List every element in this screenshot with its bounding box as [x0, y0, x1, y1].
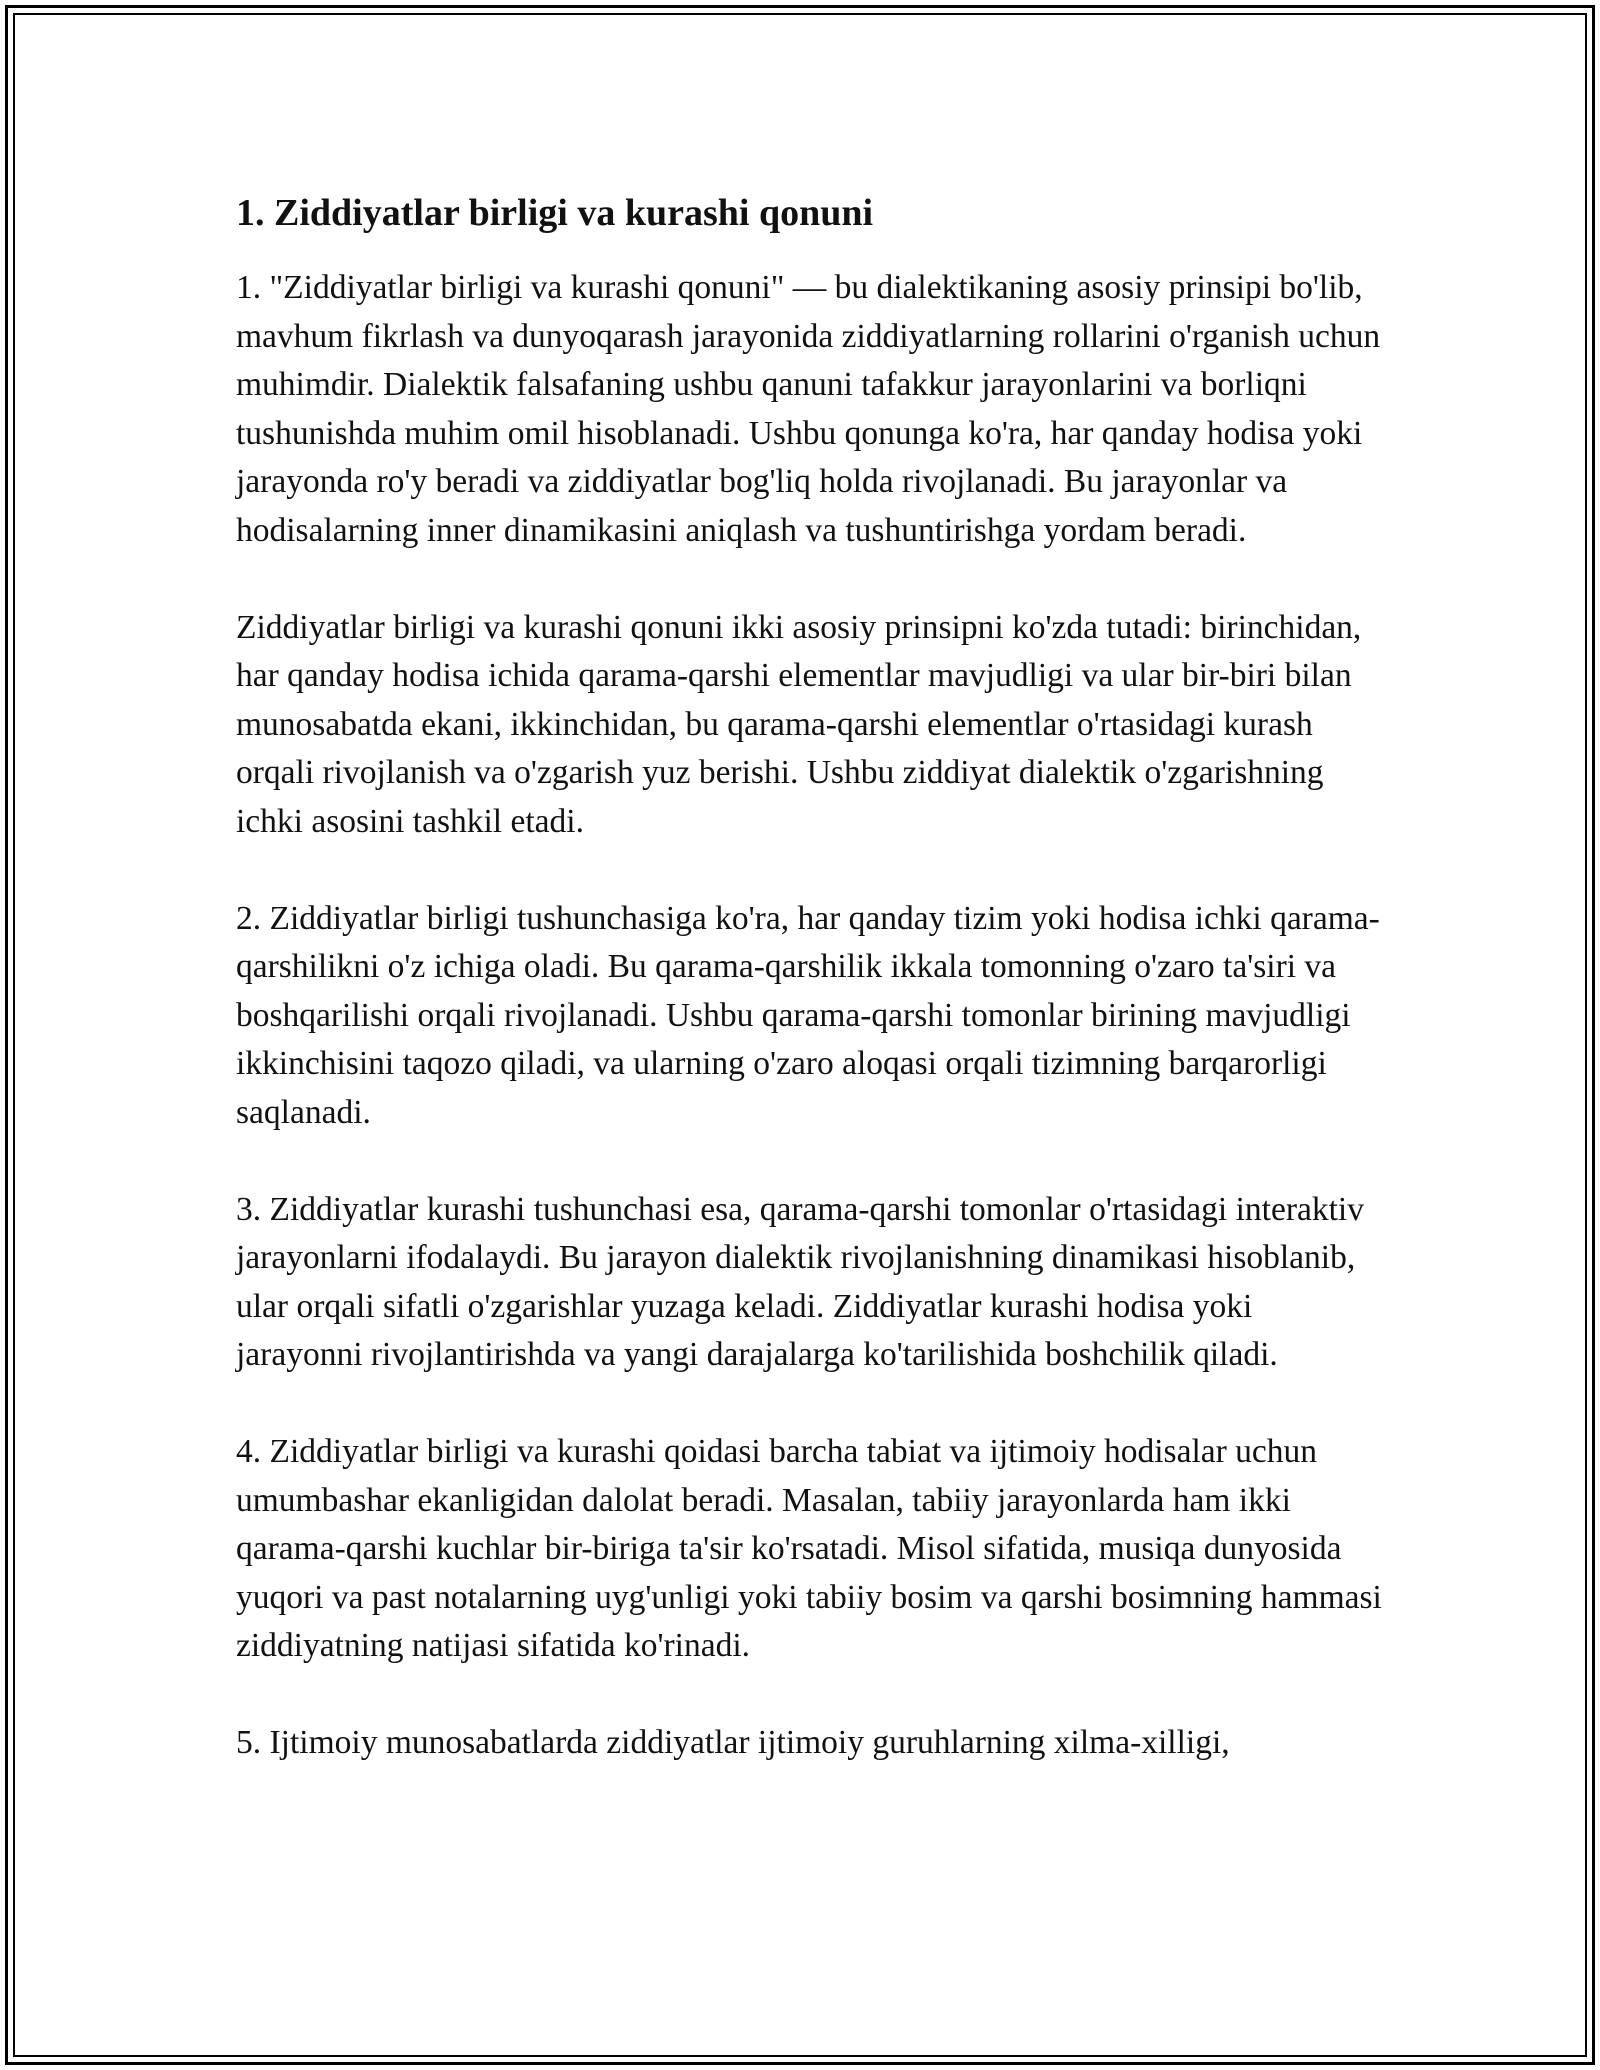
paragraph-1: 1. "Ziddiyatlar birligi va kurashi qonuni" — bu dialektikaning asosiy prinsipi bo'lib, mavhum fikrlash va dunyoqarash jarayonida ziddiyatlarning rollarini o'rganish uchun muhimdir. Dialektik falsafaning ushbu qanuni tafakkur jarayonlarini va borliqni tushunishda muhim omil hisoblanadi. Ushbu qonunga ko'ra, har qanday hodisa yoki jarayonda ro'y beradi va ziddiyatlar bog'liq holda rivojlanadi. Bu jarayonlar va hodisalarning inner dinamikasini aniqlash va tushuntirishga yordam beradi.: [236, 269, 1381, 549]
paragraph-3: 2. Ziddiyatlar birligi tushunchasiga ko'ra, har qanday tizim yoki hodisa ichki qarama-qarshilikni o'z ichiga oladi. Bu qarama-qarshilik ikkala tomonning o'zaro ta'siri va boshqarilishi orqali rivojlanadi. Ushbu qarama-qarshi tomonlar birining mavjudligi ikkinchisini taqozo qiladi, va ularning o'zaro aloqasi orqali tizimning barqarorligi saqlanadi.: [236, 899, 1380, 1131]
paragraph-6: 5. Ijtimoiy munosabatlarda ziddiyatlar ijtimoiy guruhlarning xilma-xilligi,: [236, 1724, 1230, 1761]
document-title: 1. Ziddiyatlar birligi va kurashi qonuni: [236, 192, 874, 234]
paragraph-5: 4. Ziddiyatlar birligi va kurashi qoidasi barcha tabiat va ijtimoiy hodisalar uchun umumbashar ekanligidan dalolat beradi. Masalan, tabiiy jarayonlarda ham ikki qarama-qarshi kuchlar bir-biriga ta'sir ko'rsatadi. Misol sifatida, musiqa dunyosida yuqori va past notalarning uyg'unligi yoki tabiiy bosim va qarshi bosimning hammasi ziddiyatning natijasi sifatida ko'rinadi.: [236, 1433, 1382, 1664]
paragraph-2: Ziddiyatlar birligi va kurashi qonuni ikki asosiy prinsipni ko'zda tutadi: birinchidan, har qanday hodisa ichida qarama-qarshi elementlar mavjudligi va ular bir-biri bilan munosabatda ekani, ikkinchidan, bu qarama-qarshi elementlar o'rtasidagi kurash orqali rivojlanish va o'zgarish yuz berishi. Ushbu ziddiyat dialektik o'zgarishning ichki asosini tashkil etadi.: [236, 608, 1362, 840]
document-body: [236, 184, 1386, 1768]
paragraph-4: 3. Ziddiyatlar kurashi tushunchasi esa, qarama-qarshi tomonlar o'rtasidagi interaktiv jarayonlarni ifodalaydi. Bu jarayon dialektik rivojlanishning dinamikasi hisoblanib, ular orqali sifatli o'zgarishlar yuzaga keladi. Ziddiyatlar kurashi hodisa yoki jarayonni rivojlantirishda va yangi darajalarga ko'tarilishida boshchilik qiladi.: [236, 1190, 1364, 1373]
